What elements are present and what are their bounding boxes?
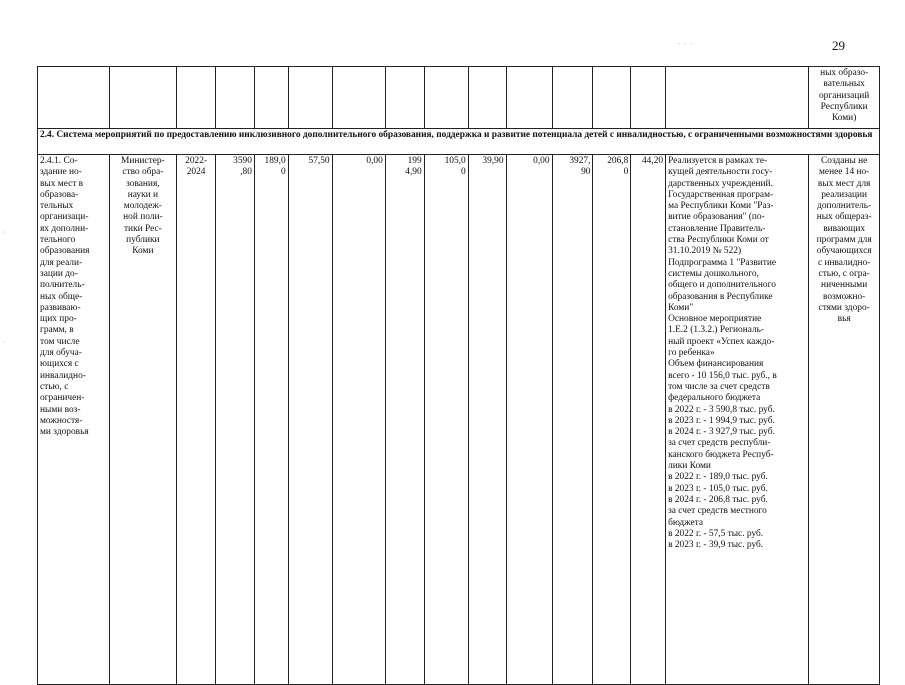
empty-cell xyxy=(468,67,506,129)
scan-margin-mark: · xyxy=(3,338,6,347)
empty-cell xyxy=(552,67,593,129)
value-cell: 0,00 xyxy=(506,155,552,685)
empty-cell xyxy=(385,67,424,129)
table-row xyxy=(38,67,880,129)
empty-cell xyxy=(254,67,288,129)
empty-cell xyxy=(177,67,216,129)
value-cell: 105,0 0 xyxy=(424,155,468,685)
empty-cell xyxy=(424,67,468,129)
activity-name-cell: 2.4.1. Со- здание но- вых мест в образова- тельных организаци- ях дополни- тельного образования для реали- зации до- полнитель- ных обще- развиваю- щих про- грамм, в том числе для обуча- ющихся с инвалидно- стью, с ограничен- ными воз- можностя- ми здоровья xyxy=(38,155,110,685)
value-cell: 0,00 xyxy=(332,155,385,685)
result-cell: Созданы не менее 14 но- вых мест для реализации дополнитель- ных общераз- вивающих программ для обучающихся с инвалидно- стью, с огра- ниченными возможно- стями здоро- вья xyxy=(809,155,880,685)
empty-cell xyxy=(216,67,255,129)
empty-cell xyxy=(332,67,385,129)
value-cell: 39,90 xyxy=(468,155,506,685)
value-cell: 199 4,90 xyxy=(385,155,424,685)
empty-cell xyxy=(109,67,177,129)
value-cell: 189,0 0 xyxy=(254,155,288,685)
empty-cell xyxy=(38,67,110,129)
result-cell-continued: ных образо- вательных организаций Республики Коми) xyxy=(809,67,880,129)
empty-cell xyxy=(593,67,631,129)
empty-cell xyxy=(631,67,666,129)
value-cell: 3927, 90 xyxy=(552,155,593,685)
scan-speck: · · · xyxy=(678,40,694,48)
scan-margin-mark: · xyxy=(3,228,6,237)
value-cell: 206,8 0 xyxy=(593,155,631,685)
value-cell: 44,20 xyxy=(631,155,666,685)
empty-cell xyxy=(288,67,332,129)
executor-cell: Министер- ство обра- зования, науки и молодеж- ной поли- тики Рес- публики Коми xyxy=(109,155,177,685)
section-row xyxy=(38,129,880,155)
empty-cell xyxy=(666,67,809,129)
page-number: 29 xyxy=(832,38,845,53)
period-cell: 2022- 2024 xyxy=(177,155,216,685)
value-cell: 57,50 xyxy=(288,155,332,685)
table-row xyxy=(38,155,880,685)
value-cell: 3590 ,80 xyxy=(216,155,255,685)
section-title: 2.4. Система мероприятий по предоставлению инклюзивного дополнительного образования, поддержка и развитие потенциала детей с инвалидностью, с ограниченными возможностями здоровья xyxy=(38,129,880,155)
program-table xyxy=(37,66,880,685)
empty-cell xyxy=(506,67,552,129)
notes-cell: Реализуется в рамках те- кущей деятельности госу- дарственных учреждений. Государственная програм- ма Республики Коми "Раз- витие образования" (по- становление Правитель- ства Республики Коми от 31.10.2019 № 522) Подпрограмма 1 "Развитие системы дошкольного, общего и дополнительного образования в Республике Коми" Основное мероприятие 1.Е.2 (1.3.2.) Региональ- ный проект «Успех каждо- го ребенка» Объем финансирования всего - 10 156,0 тыс. руб., в том числе за счет средств федерального бюджета в 2022 г. - 3 590,8 тыс. руб. в 2023 г. - 1 994,9 тыс. руб. в 2024 г. - 3 927,9 тыс. руб. за счет средств республи- канского бюджета Респуб- лики Коми в 2022 г. - 189,0 тыс. руб. в 2023 г. - 105,0 тыс. руб. в 2024 г. - 206,8 тыс. руб. за счет средств местного бюджета в 2022 г. - 57,5 тыс. руб. в 2023 г. - 39,9 тыс. руб. xyxy=(666,155,809,685)
